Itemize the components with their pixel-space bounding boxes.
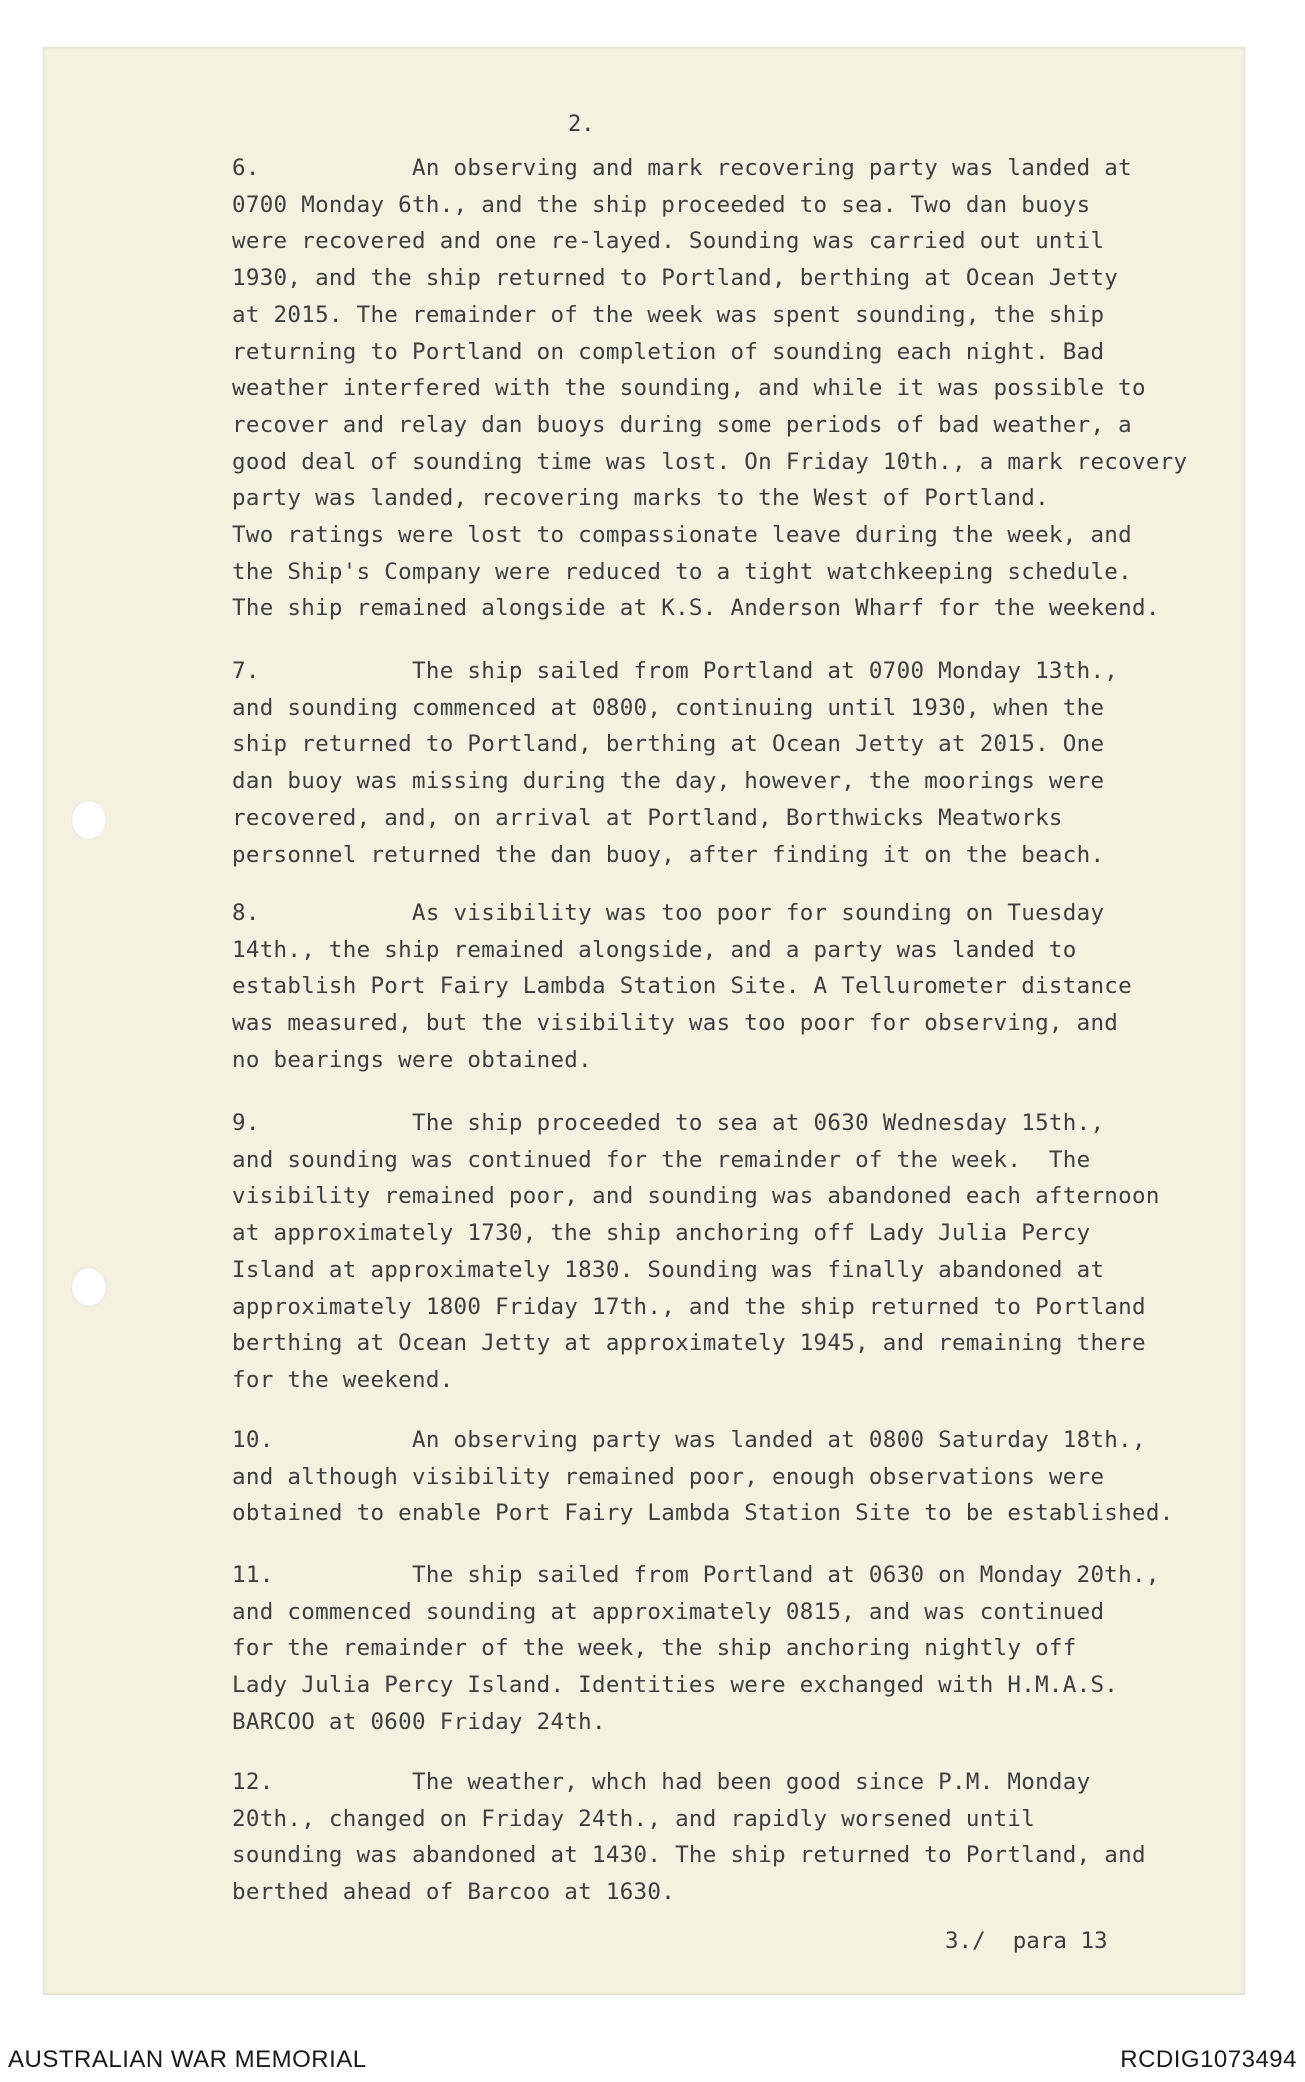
- paragraph-line: were recovered and one re-layed. Sounding was carried out until: [232, 228, 1105, 255]
- paragraph-number: 10.: [232, 1427, 274, 1453]
- paragraph-9: [232, 1105, 1252, 1399]
- paragraph-11: [232, 1557, 1252, 1741]
- paragraph-line: establish Port Fairy Lambda Station Site. A Tellurometer distance: [232, 973, 1132, 1000]
- paragraph-12: [232, 1764, 1252, 1911]
- paragraph-line: and sounding was continued for the remainder of the week. The: [232, 1146, 1091, 1173]
- paragraph-line: 9. The ship proceeded to sea at 0630 Wednesday 15th.,: [232, 1105, 1252, 1142]
- paragraph-number: 11.: [232, 1562, 274, 1588]
- paragraph-line: recovered, and, on arrival at Portland, Borthwicks Meatworks: [232, 804, 1063, 831]
- paragraph-line: berthing at Ocean Jetty at approximately 1945, and remaining there: [232, 1330, 1146, 1357]
- paragraph-8: [232, 895, 1252, 1079]
- paragraph-line: ship returned to Portland, berthing at Ocean Jetty at 2015. One: [232, 731, 1105, 758]
- paragraph-line: dan buoy was missing during the day, however, the moorings were: [232, 768, 1105, 795]
- paragraph-6: [232, 150, 1252, 627]
- paragraph-line: sounding was abandoned at 1430. The ship returned to Portland, and: [232, 1842, 1146, 1869]
- paragraph-line: at approximately 1730, the ship anchoring off Lady Julia Percy: [232, 1220, 1091, 1247]
- paragraph-line: for the remainder of the week, the ship anchoring nightly off: [232, 1635, 1077, 1662]
- punch-hole-lower: [71, 1267, 107, 1307]
- punch-hole-upper: [71, 800, 107, 840]
- paragraph-7: [232, 653, 1252, 873]
- paragraph-line: 10. An observing party was landed at 0800 Saturday 18th.,: [232, 1422, 1252, 1459]
- footer-institution: AUSTRALIAN WAR MEMORIAL: [8, 2046, 367, 2073]
- paragraph-line: The ship remained alongside at K.S. Anderson Wharf for the weekend.: [232, 595, 1160, 622]
- paragraph-line: recover and relay dan buoys during some periods of bad weather, a: [232, 411, 1132, 438]
- paragraph-line: visibility remained poor, and sounding was abandoned each afternoon: [232, 1183, 1160, 1210]
- paragraph-line: Two ratings were lost to compassionate leave during the week, and: [232, 522, 1132, 549]
- paragraph-line: and although visibility remained poor, enough observations were: [232, 1463, 1105, 1490]
- footer-record-id: RCDIG1073494: [1120, 2046, 1297, 2073]
- paragraph-line: Island at approximately 1830. Sounding was finally abandoned at: [232, 1256, 1105, 1283]
- continuation-note: 3./ para 13: [945, 1928, 1108, 1954]
- page-number: 2.: [568, 112, 595, 137]
- paragraph-number: 12.: [232, 1769, 274, 1795]
- paragraph-line: the Ship's Company were reduced to a tight watchkeeping schedule.: [232, 558, 1132, 585]
- paragraph-line: 12. The weather, whch had been good since P.M. Monday: [232, 1764, 1252, 1801]
- paragraph-10: [232, 1422, 1252, 1532]
- paragraph-number: 8.: [232, 900, 260, 926]
- paragraph-line: BARCOO at 0600 Friday 24th.: [232, 1708, 606, 1735]
- paragraph-line: for the weekend.: [232, 1366, 454, 1393]
- paragraph-line: personnel returned the dan buoy, after finding it on the beach.: [232, 841, 1105, 868]
- paragraph-line: and sounding commenced at 0800, continuing until 1930, when the: [232, 694, 1105, 721]
- paragraph-line: approximately 1800 Friday 17th., and the ship returned to Portland: [232, 1293, 1146, 1320]
- paragraph-line: at 2015. The remainder of the week was spent sounding, the ship: [232, 301, 1105, 328]
- paragraph-line: 6. An observing and mark recovering party was landed at: [232, 150, 1252, 187]
- paragraph-line: 7. The ship sailed from Portland at 0700 Monday 13th.,: [232, 653, 1252, 690]
- paragraph-line: was measured, but the visibility was too poor for observing, and: [232, 1010, 1119, 1037]
- paragraph-line: 8. As visibility was too poor for sounding on Tuesday: [232, 895, 1252, 932]
- paragraph-line: 1930, and the ship returned to Portland, berthing at Ocean Jetty: [232, 265, 1119, 292]
- paragraph-line: no bearings were obtained.: [232, 1046, 592, 1073]
- paragraph-line: 0700 Monday 6th., and the ship proceeded to sea. Two dan buoys: [232, 191, 1091, 218]
- paragraph-number: 9.: [232, 1110, 260, 1136]
- paragraph-line: and commenced sounding at approximately 0815, and was continued: [232, 1598, 1105, 1625]
- paragraph-line: berthed ahead of Barcoo at 1630.: [232, 1879, 676, 1906]
- paragraph-line: good deal of sounding time was lost. On Friday 10th., a mark recovery: [232, 448, 1188, 475]
- paragraph-number: 6.: [232, 155, 260, 181]
- paragraph-line: 20th., changed on Friday 24th., and rapidly worsened until: [232, 1805, 1036, 1832]
- paragraph-line: 11. The ship sailed from Portland at 0630 on Monday 20th.,: [232, 1557, 1252, 1594]
- paragraph-number: 7.: [232, 658, 260, 684]
- paragraph-line: party was landed, recovering marks to the West of Portland.: [232, 485, 1049, 512]
- paragraph-line: returning to Portland on completion of sounding each night. Bad: [232, 338, 1105, 365]
- paragraph-line: weather interfered with the sounding, and while it was possible to: [232, 375, 1146, 402]
- paragraph-line: obtained to enable Port Fairy Lambda Station Site to be established.: [232, 1500, 1174, 1527]
- paragraph-line: 14th., the ship remained alongside, and a party was landed to: [232, 936, 1077, 963]
- paragraph-line: Lady Julia Percy Island. Identities were exchanged with H.M.A.S.: [232, 1672, 1119, 1699]
